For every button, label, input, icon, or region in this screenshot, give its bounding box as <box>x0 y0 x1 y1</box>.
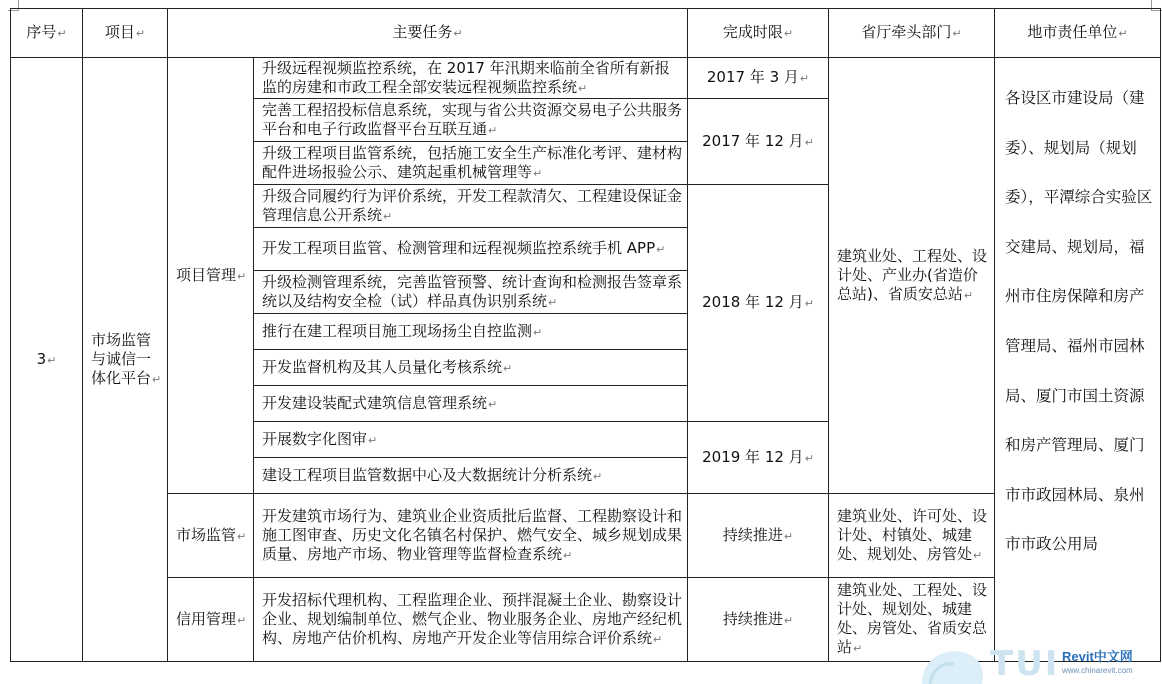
group-name-cell: 项目管理↵ <box>168 58 254 494</box>
task-cell: 开发招标代理机构、工程监理企业、预拌混凝土企业、勘察设计企业、规划编制单位、燃气企业、物业服务企业、房地产经纪机构、房地产估价机构、房地产开发企业等信用综合评价系统↵ <box>254 578 688 662</box>
header-row <box>11 9 1161 58</box>
task-cell: 开发建设装配式建筑信息管理系统↵ <box>254 386 688 422</box>
task-cell: 升级检测管理系统，完善监管预警、统计查询和检测报告签章系统以及结构安全检（试）样品真伪识别系统↵ <box>254 271 688 314</box>
task-cell: 建设工程项目监管数据中心及大数据统计分析系统↵ <box>254 458 688 494</box>
deadline-cell: 2019 年 12 月↵ <box>688 422 829 494</box>
task-cell: 升级合同履约行为评价系统，开发工程款清欠、工程建设保证金管理信息公开系统↵ <box>254 185 688 228</box>
header-city: 地市责任单位↵ <box>995 9 1161 58</box>
item-cell: 市场监管与诚信一体化平台↵ <box>83 58 168 662</box>
table-row <box>11 58 1161 99</box>
watermark-logo <box>912 640 1162 684</box>
deadline-cell: 2018 年 12 月↵ <box>688 185 829 422</box>
task-table <box>10 8 1161 662</box>
task-cell: 开展数字化图审↵ <box>254 422 688 458</box>
deadline-cell: 2017 年 12 月↵ <box>688 99 829 185</box>
task-cell: 升级远程视频监控系统，在 2017 年汛期来临前全省所有新报监的房建和市政工程全部安装远程视频监控系统↵ <box>254 58 688 99</box>
task-cell: 升级工程项目监管系统，包括施工安全生产标准化考评、建材构配件进场报验公示、建筑起重机械管理等↵ <box>254 142 688 185</box>
watermark-url: www.chinarevit.com <box>1062 666 1133 675</box>
header-deadline: 完成时限↵ <box>688 9 829 58</box>
task-cell: 开发工程项目监管、检测管理和远程视频监控系统手机 APP↵ <box>254 228 688 271</box>
dept-cell: 建筑业处、工程处、设计处、规划处、城建处、房管处、省质安总站↵ <box>829 578 995 662</box>
watermark-brand: Revit中文网 <box>1062 649 1133 664</box>
task-cell: 推行在建工程项目施工现场扬尘自控监测↵ <box>254 314 688 350</box>
group-name-cell: 市场监管↵ <box>168 494 254 578</box>
city-units-cell: 各设区市建设局（建委）、规划局（规划委），平潭综合实验区交建局、规划局，福州市住房保障和房产管理局、福州市园林局、厦门市国土资源和房产管理局、厦门市市政园林局、泉州市市政公用局 <box>995 58 1161 662</box>
deadline-cell: 2017 年 3 月↵ <box>688 58 829 99</box>
task-cell: 开发建筑市场行为、建筑业企业资质批后监督、工程勘察设计和施工图审查、历史文化名镇名村保护、燃气安全、城乡规划成果质量、房地产市场、物业管理等监督检查系统↵ <box>254 494 688 578</box>
header-dept: 省厅牵头部门↵ <box>829 9 995 58</box>
task-cell: 开发监督机构及其人员量化考核系统↵ <box>254 350 688 386</box>
seq-cell: 3↵ <box>11 58 83 662</box>
deadline-cell: 持续推进↵ <box>688 578 829 662</box>
header-seq: 序号↵ <box>11 9 83 58</box>
task-cell: 完善工程招投标信息系统，实现与省公共资源交易电子公共服务平台和电子行政监督平台互联互通↵ <box>254 99 688 142</box>
deadline-cell: 持续推进↵ <box>688 494 829 578</box>
dept-cell: 建筑业处、许可处、设计处、村镇处、城建处、规划处、房管处↵ <box>829 494 995 578</box>
dept-cell: 建筑业处、工程处、设计处、产业办(省造价总站)、省质安总站↵ <box>829 58 995 494</box>
watermark-mark: TUI <box>990 644 1060 684</box>
header-task: 主要任务↵ <box>168 9 688 58</box>
header-item: 项目↵ <box>83 9 168 58</box>
table-row <box>11 494 1161 578</box>
elephant-icon <box>912 640 992 684</box>
group-name-cell: 信用管理↵ <box>168 578 254 662</box>
